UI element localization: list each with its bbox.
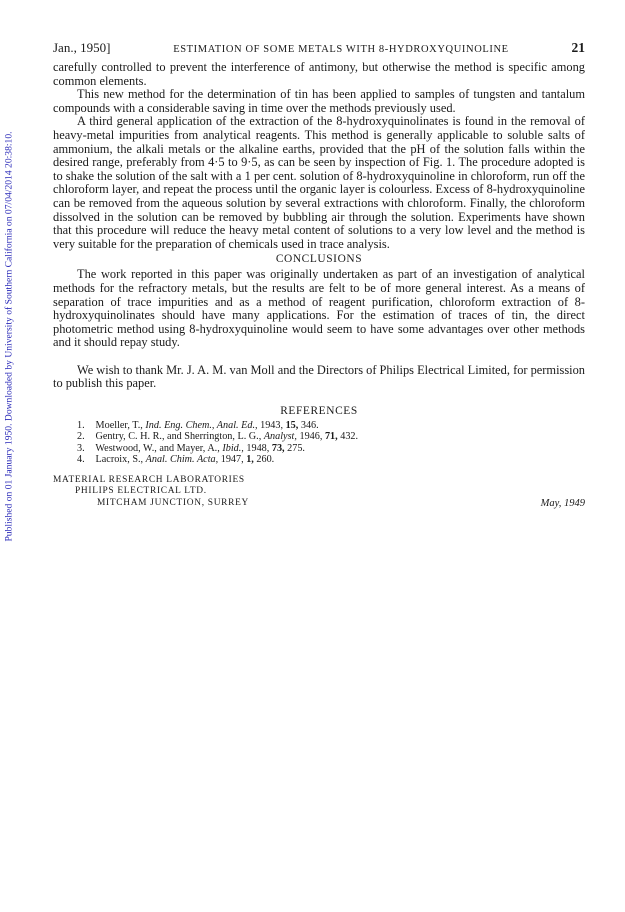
reference-journal: Analyst, xyxy=(263,431,297,443)
address-line-1: MATERIAL RESEARCH LABORATORIES xyxy=(53,474,245,485)
author-address xyxy=(53,475,585,509)
address-line-3: MITCHAM JUNCTION, SURREY xyxy=(97,497,249,508)
address-line-3-row xyxy=(53,498,585,509)
reference-number: 1. xyxy=(77,420,85,432)
download-watermark xyxy=(2,96,16,576)
paragraph-acknowledgements: We wish to thank Mr. J. A. M. van Moll and the Directors of Philips Electrical Limited, for permission to publish this paper. xyxy=(53,362,585,391)
reference-volume: 71, xyxy=(324,431,338,443)
reference-item xyxy=(77,431,585,442)
reference-item xyxy=(77,454,585,465)
page-number: 21 xyxy=(571,40,585,55)
reference-journal: Ind. Eng. Chem., Anal. Ed., xyxy=(145,420,258,432)
reference-volume: 15, xyxy=(285,420,299,432)
reference-year: 1947, xyxy=(220,454,244,466)
references-list xyxy=(53,420,585,466)
reference-authors: Gentry, C. H. R., and Sherrington, L. G., xyxy=(95,431,262,443)
reference-authors: Moeller, T., xyxy=(95,420,143,432)
download-watermark-text: Published on 01 January 1950. Downloaded by University of Southern California on 07/04/2014 20:38:10. xyxy=(3,130,15,542)
reference-volume: 1, xyxy=(246,454,254,466)
reference-pages: 432. xyxy=(340,431,359,443)
header-running-title: ESTIMATION OF SOME METALS WITH 8-HYDROXYQUINOLINE xyxy=(173,44,509,55)
paragraph-tin-method: This new method for the determination of tin has been applied to samples of tungsten and tantalum compounds with a considerable saving in time over the methods previously used. xyxy=(53,87,585,115)
reference-year: 1946, xyxy=(299,431,323,443)
running-header xyxy=(53,40,585,56)
reference-number: 2. xyxy=(77,431,85,443)
header-date: Jan., 1950] xyxy=(53,40,111,55)
address-line-2: PHILIPS ELECTRICAL LTD. xyxy=(75,486,207,497)
paragraph-continuation: carefully controlled to prevent the interference of antimony, but otherwise the method is specific among common elements. xyxy=(53,60,585,88)
reference-pages: 260. xyxy=(256,454,275,466)
reference-pages: 275. xyxy=(287,442,305,454)
conclusions-heading: CONCLUSIONS xyxy=(275,253,363,266)
page-content xyxy=(53,40,585,509)
reference-item xyxy=(77,420,585,431)
reference-year: 1943, xyxy=(260,420,284,432)
reference-item xyxy=(77,443,585,454)
reference-year: 1948, xyxy=(246,442,270,454)
reference-number: 4. xyxy=(77,454,85,466)
paragraph-conclusions: The work reported in this paper was originally undertaken as part of an investigation of analytical methods for the refractory metals, but the results are felt to be of more general interest. As a means of separation of trace impurities and as a method of reagent purification, chloroform extraction of 8-hydroxyquinolinates should have many applications. For the estimation of traces of tin, the direct photometric method using 8-hydroxyquinoline would seem to have some advantages over other methods and it should repay study. xyxy=(53,267,585,350)
reference-journal: Anal. Chim. Acta, xyxy=(145,454,219,466)
submission-date: May, 1949 xyxy=(540,497,585,509)
reference-authors: Westwood, W., and Mayer, A., xyxy=(95,442,220,454)
paragraph-reagent-purification: A third general application of the extraction of the 8-hydroxyquinolinates is found in the removal of heavy-metal impurities from analytical reagents. This method is generally applicable to soluble salts of ammonium, the alkali metals or the alkaline earths, provided that the pH of the solution falls within the desired range, preferably from 4·5 to 9·5, as can be seen by inspection of Fig. 1. The procedure adopted is to shake the solution of the salt with a 1 per cent. solution of 8-hydroxyquinoline in chloroform, run off the chloroform layer, and repeat the process until the organic layer is colourless. Excess of 8-hydroxyquinoline can be removed from the aqueous solution by several extractions with chloroform. Finally, the chloroform dissolved in the solution can be removed by bubbling air through the solution. Experiments have shown that this procedure will reduce the heavy metal content of solutions to a very low level and the method is very suitable for the preparation of chemicals used in trace analysis. xyxy=(53,114,585,251)
reference-pages: 346. xyxy=(300,420,319,432)
reference-number: 3. xyxy=(77,442,85,454)
reference-authors: Lacroix, S., xyxy=(95,454,144,466)
reference-volume: 73, xyxy=(271,442,285,454)
reference-journal: Ibid., xyxy=(222,442,244,454)
references-heading: REFERENCES xyxy=(280,405,358,418)
